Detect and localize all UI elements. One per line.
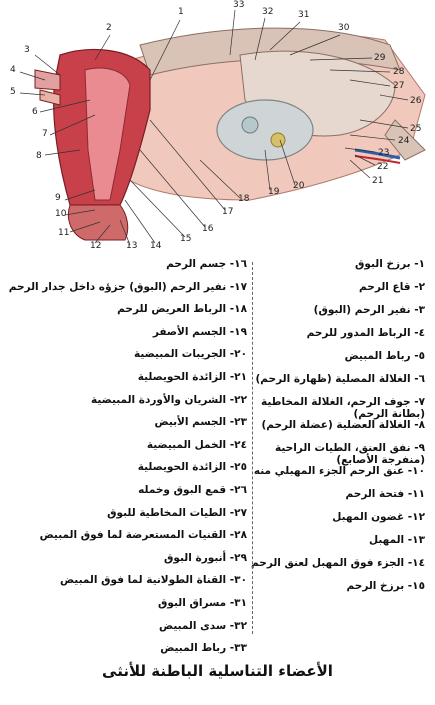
legend-item: ١٨- الرباط العريض للرحم bbox=[117, 303, 247, 316]
legend-item: ٢٢- الشريان والأوردة المبيضية bbox=[90, 393, 247, 406]
callout-number: 12 bbox=[90, 241, 102, 251]
legend-item: ٣- نفير الرحم (البوق) bbox=[313, 304, 425, 316]
legend-item: ٣٢- سدى المبيض bbox=[159, 619, 247, 632]
callout-number: 5 bbox=[10, 87, 16, 97]
callout-number: 28 bbox=[393, 67, 405, 77]
callout-number: 19 bbox=[268, 187, 280, 197]
callout-number: 30 bbox=[338, 23, 350, 33]
callout-number: 29 bbox=[374, 53, 386, 63]
legend-item: ٣١- مسراق البوق bbox=[158, 596, 247, 609]
legend-item: ١١- فتحة الرحم bbox=[345, 488, 425, 500]
legend-item: ٢٧- الطيات المخاطية للبوق bbox=[107, 506, 247, 519]
column-divider bbox=[252, 262, 253, 634]
callout-number: 3 bbox=[24, 45, 30, 55]
legend-item: ٣٠- القناة الطولانية لما فوق المبيض bbox=[59, 574, 247, 587]
legend-item: ٢٥- الزائدة الحويصلية bbox=[137, 461, 247, 474]
legend-item: ١٦- جسم الرحم bbox=[166, 258, 247, 270]
callout-number: 9 bbox=[55, 193, 61, 203]
legend-item: ٧- جوف الرحم، الغلالة المخاطية (بطانة الرحم) bbox=[261, 396, 425, 420]
callout-number: 14 bbox=[150, 241, 162, 251]
callout-number: 21 bbox=[372, 176, 384, 186]
legend-item: ٢- قاع الرحم bbox=[359, 281, 425, 293]
legend-item: ٢١- الزائدة الحويصلية bbox=[137, 370, 247, 383]
legend-column-left bbox=[7, 258, 247, 665]
corpus-luteum bbox=[271, 133, 285, 147]
legend-item: ١٤- الجزء فوق المهبل لعنق الرحم bbox=[251, 557, 425, 569]
ovarian-follicle bbox=[242, 117, 258, 133]
legend-item: ٢٦- قمع البوق وخمله bbox=[138, 483, 247, 496]
legend-item: ٤- الرباط المدور للرحم bbox=[306, 327, 425, 339]
legend-item: ٦- الغلالة المصلية (ظهارة الرحم) bbox=[255, 373, 425, 385]
legend-item: ٩- نفق العنق، الطيات الراحية (منفرجة الأصابع) bbox=[274, 442, 425, 466]
legend-item: ١٧- نفير الرحم (البوق) جزؤه داخل جدار الرحم bbox=[8, 280, 247, 293]
callout-number: 16 bbox=[202, 224, 214, 234]
callout-number: 8 bbox=[36, 151, 42, 161]
callout-number: 25 bbox=[410, 124, 422, 134]
callout-number: 10 bbox=[55, 209, 67, 219]
legend-item: ٢٣- الجسم الأبيض bbox=[154, 416, 247, 429]
legend-item: ٢٨- القنيات المستعرضة لما فوق المبيض bbox=[39, 529, 247, 542]
legend-item: ٢٠- الجريبات المبيضية bbox=[133, 348, 247, 361]
callout-number: 15 bbox=[180, 234, 192, 244]
legend-column-right bbox=[247, 258, 425, 603]
legend-item: ٨- الغلالة العضلية (عضلة الرحم) bbox=[261, 419, 425, 431]
legend-item: ٣٣- رباط المبيض bbox=[160, 642, 247, 655]
legend-item: ١٩- الجسم الأصفر bbox=[152, 325, 247, 338]
page-title: الأعضاء التناسلية الباطنة للأنثى bbox=[102, 662, 333, 680]
callout-number: 33 bbox=[233, 0, 245, 10]
callout-number: 7 bbox=[42, 129, 48, 139]
callout-number: 17 bbox=[222, 207, 234, 217]
legend-item: ٢٩- أنبورة البوق bbox=[164, 551, 247, 564]
callout-number: 26 bbox=[410, 96, 422, 106]
legend-item: ١٥- برزخ الرحم bbox=[346, 580, 425, 592]
callout-number: 32 bbox=[262, 7, 274, 17]
callout-number: 4 bbox=[10, 65, 16, 75]
callout-number: 2 bbox=[106, 23, 112, 33]
legend-item: ٥- رباط المبيض bbox=[344, 350, 425, 362]
legend-item: ١٣- المهبل bbox=[368, 534, 425, 546]
callout-number: 18 bbox=[238, 194, 250, 204]
legend-item: ٢٤- الخمل المبيضية bbox=[146, 438, 247, 451]
callout-number: 22 bbox=[377, 162, 389, 172]
callout-number: 20 bbox=[293, 181, 305, 191]
callout-number: 23 bbox=[378, 148, 390, 158]
anatomy-illustration bbox=[0, 0, 435, 255]
callout-number: 13 bbox=[126, 241, 138, 251]
legend-item: ١- برزخ البوق bbox=[355, 258, 425, 270]
legend bbox=[0, 258, 435, 655]
callout-number: 6 bbox=[32, 107, 38, 117]
callout-number: 27 bbox=[393, 81, 405, 91]
callout-number: 11 bbox=[58, 228, 70, 238]
legend-item: ١٢- غضون المهبل bbox=[332, 511, 425, 523]
legend-item: ١٠- عنق الرحم الجزء المهبلي منه bbox=[253, 465, 425, 477]
callout-number: 31 bbox=[298, 10, 310, 20]
callout-number: 24 bbox=[398, 136, 410, 146]
callout-number: 1 bbox=[178, 7, 184, 17]
